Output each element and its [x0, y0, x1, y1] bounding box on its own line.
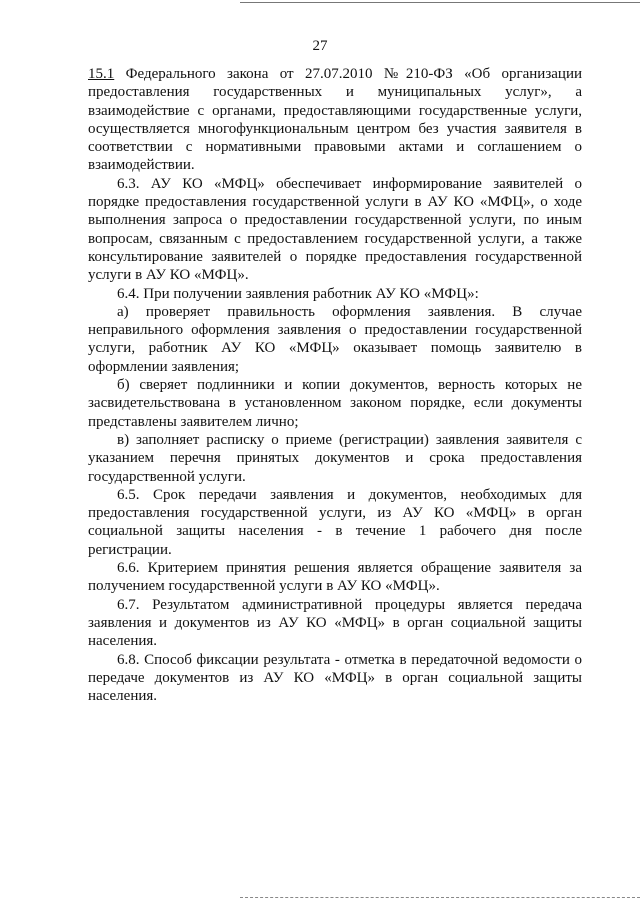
- paragraph-6-5: 6.5. Срок передачи заявления и документов, необходимых для предоставления государственной услуги, из АУ КО «МФЦ» в орган социальной защиты населения - в течение 1 рабочего дня после регистрации.: [88, 486, 582, 558]
- document-body: [88, 65, 582, 705]
- paragraph-6-6: 6.6. Критерием принятия решения является обращение заявителя за получением государственной услуги в АУ КО «МФЦ».: [88, 560, 582, 595]
- law-article-reference: 15.1: [88, 66, 115, 82]
- paragraph-6-7: 6.7. Результатом административной процедуры является передача заявления и документов из АУ КО «МФЦ» в орган социальной защиты населения.: [88, 596, 582, 650]
- bottom-edge-line: [240, 897, 640, 898]
- paragraph-6-8: 6.8. Способ фиксации результата - отметка в передаточной ведомости о передаче документов из АУ КО «МФЦ» в орган социальной защиты населения.: [88, 651, 582, 705]
- item-v: в) заполняет расписку о приеме (регистрации) заявления заявителя с указанием перечня принятых документов и срока предоставления государственной услуги.: [88, 431, 582, 485]
- page-number: 27: [312, 38, 328, 54]
- paragraph-15-1: [88, 65, 582, 175]
- item-a: а) проверяет правильность оформления заявления. В случае неправильного оформления заявления о предоставлении государственной услуги, работник АУ КО «МФЦ» оказывает помощь заявителю в оформлении заявления;: [88, 303, 582, 375]
- paragraph-15-1-text: Федерального закона от 27.07.2010 №210-ФЗ «Об организации предоставления государственных и муниципальных услуг», а взаимодействие с органами, предоставляющими государственные услуги, осуществляется многофункциональным центром без участия заявителя в соответствии с нормативными правовыми актами и соглашением о взаимодействии.: [88, 66, 582, 174]
- item-b: б) сверяет подлинники и копии документов, верность которых не засвидетельствована в установленном законом порядке, если документы представлены заявителем лично;: [88, 377, 582, 430]
- top-edge-line: [240, 2, 640, 3]
- paragraph-6-3: 6.3. АУ КО «МФЦ» обеспечивает информирование заявителей о порядке предоставления государственной услуги в АУ КО «МФЦ», о ходе выполнения запроса о предоставлении государственной услуги, по иным вопросам, связанным с предоставлением государственной услуги, а также консультирование заявителей о порядке предоставления государственной услуги в АУ КО «МФЦ».: [88, 175, 582, 284]
- paragraph-6-4: 6.4. При получении заявления работник АУ КО «МФЦ»:: [117, 285, 479, 302]
